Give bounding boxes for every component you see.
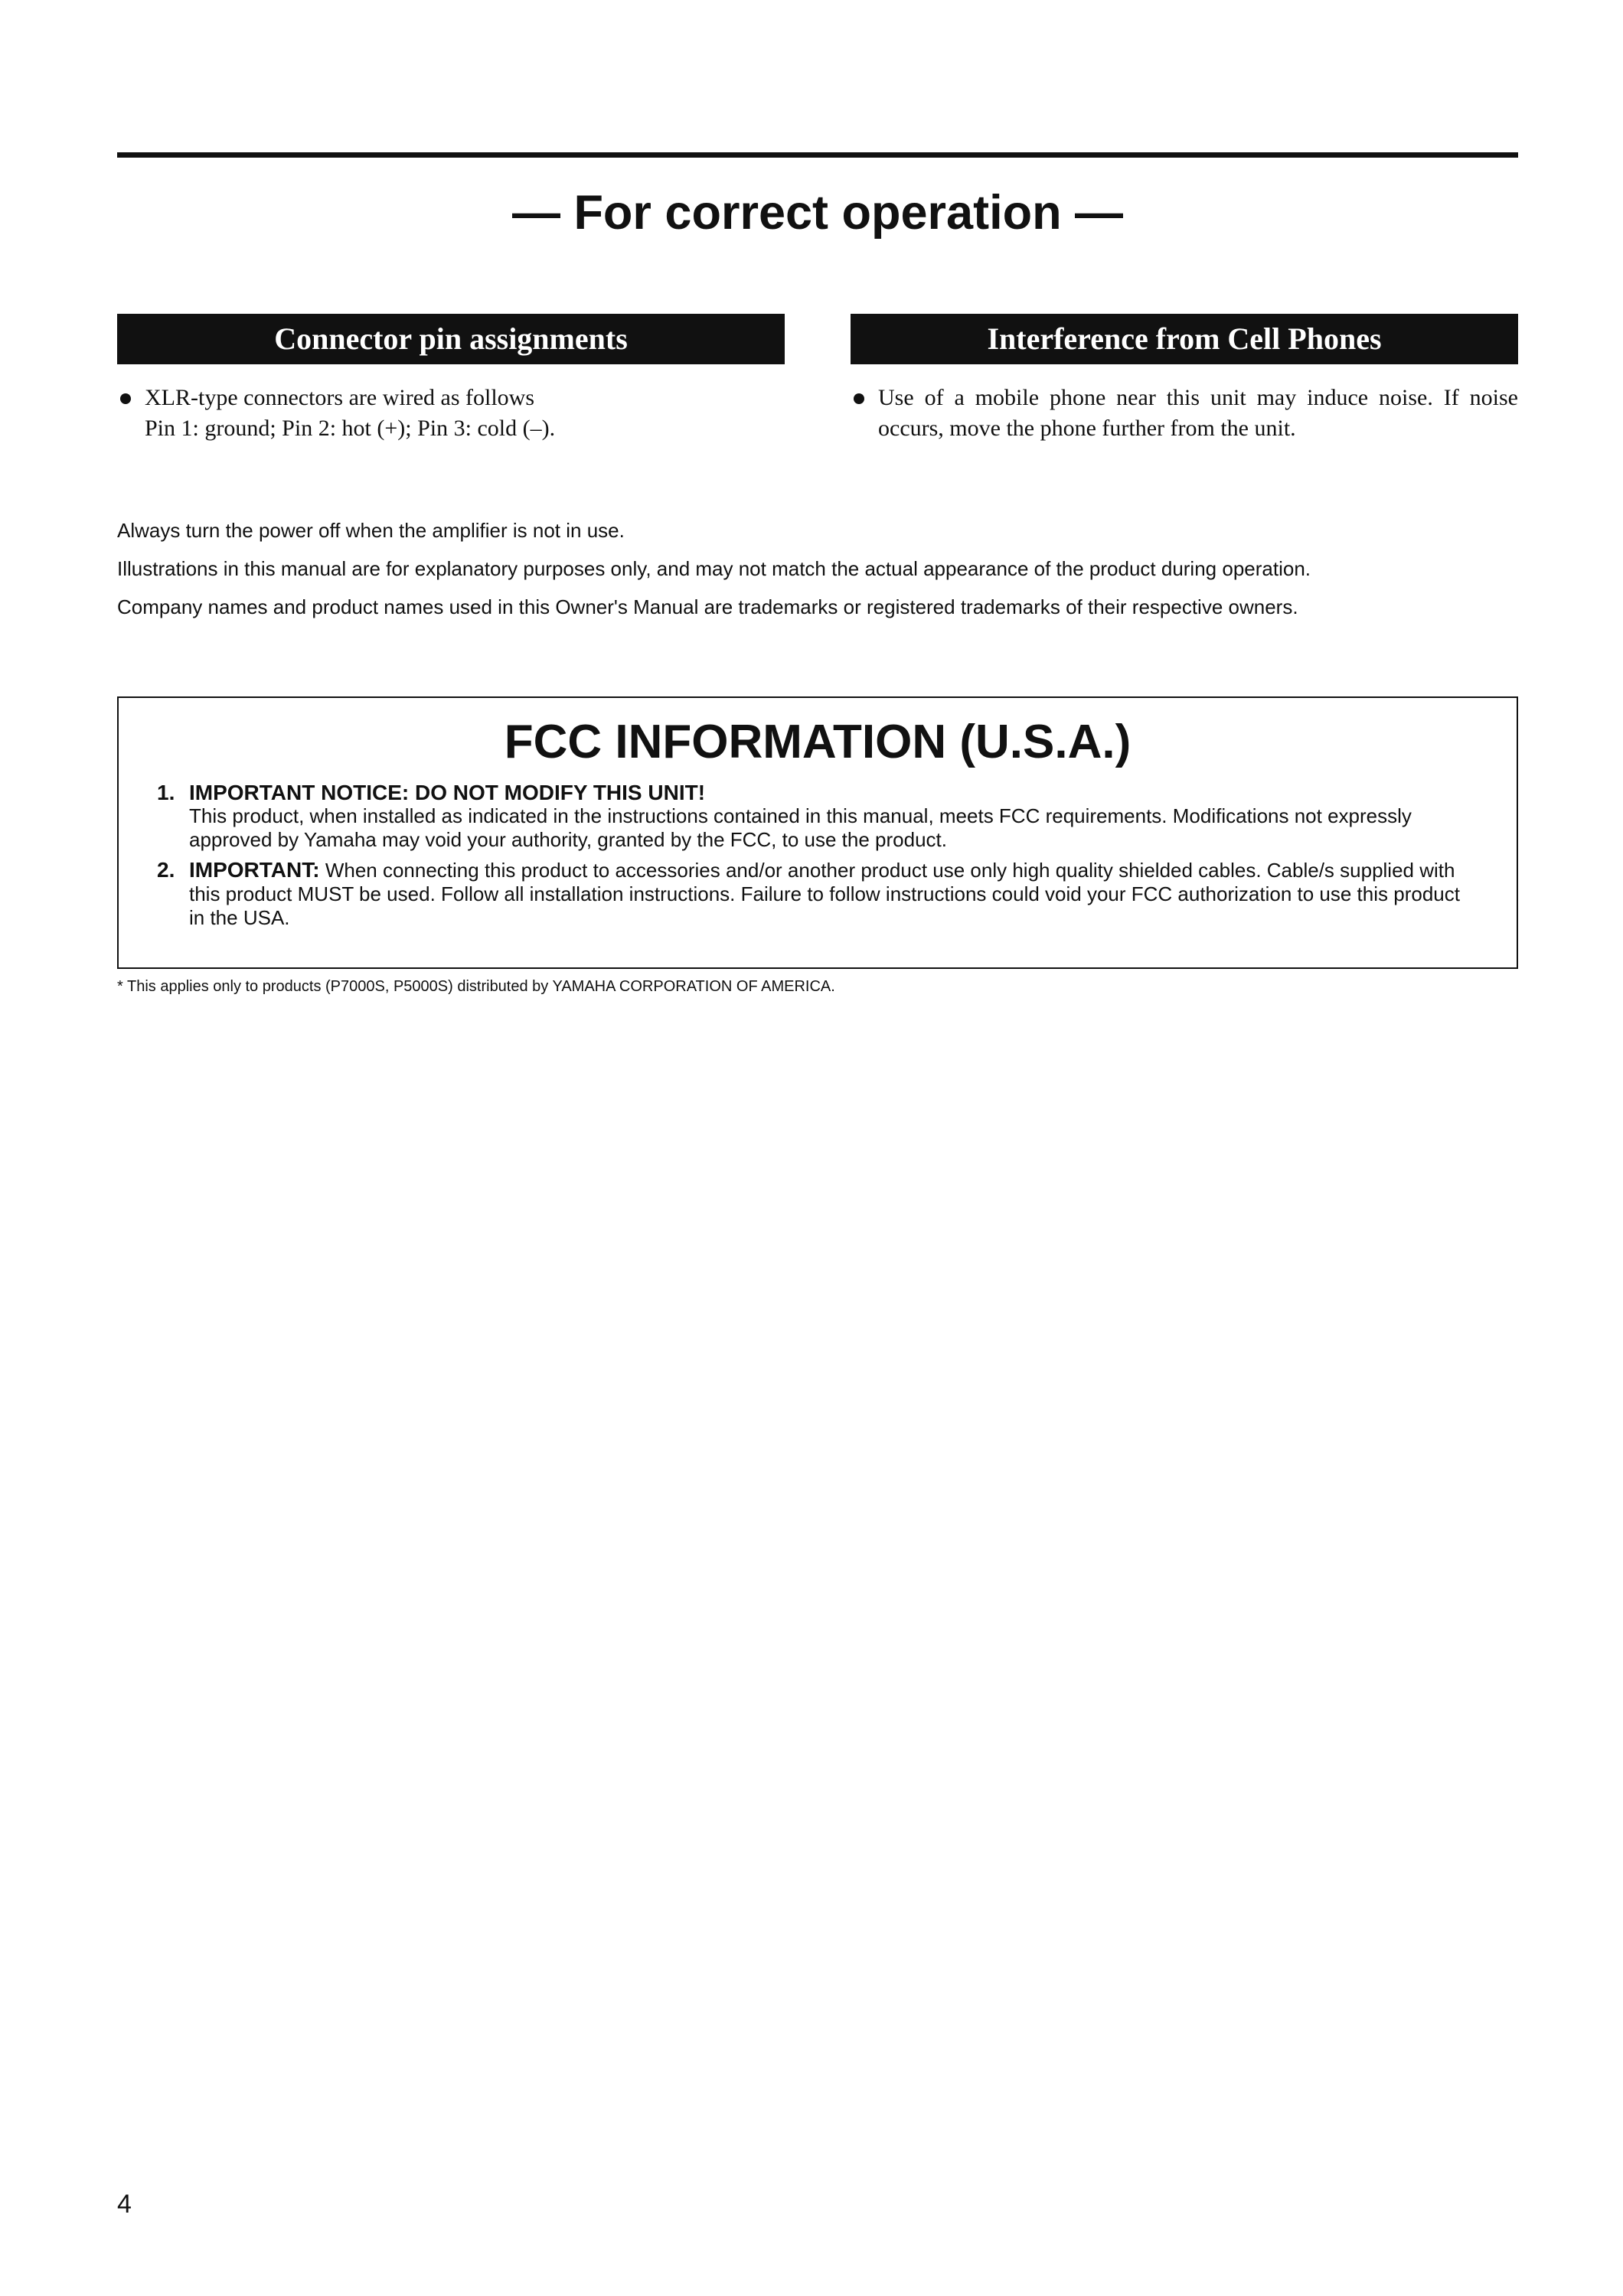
fcc-item-2: [157, 858, 1474, 930]
fcc-information-box: [117, 696, 1518, 969]
interference-text: Use of a mobile phone near this unit may induce noise. If noise occurs, move the phone further from the unit.: [878, 385, 1518, 441]
connector-line-2: Pin 1: ground; Pin 2: hot (+); Pin 3: cold (–).: [145, 416, 556, 441]
fcc-item-heading: IMPORTANT NOTICE: DO NOT MODIFY THIS UNIT!: [189, 781, 706, 804]
general-notes: [117, 519, 1518, 634]
bullet-icon: [854, 393, 864, 404]
connector-section: [117, 314, 785, 444]
fcc-list: [157, 781, 1474, 936]
page-title: — For correct operation —: [511, 186, 1124, 240]
note-power-off: Always turn the power off when the amplifier is not in use.: [117, 519, 625, 542]
fcc-item-body: This product, when installed as indicated in the instructions contained in this manual, meets FCC requirements. Modifications not expressly approved by Yamaha may void your authority, granted by the FCC, to use the product.: [189, 804, 1412, 851]
connector-bullet: [117, 383, 785, 444]
fcc-item-number: 2.: [157, 858, 175, 882]
fcc-item-1: [157, 781, 1474, 852]
bullet-icon: [120, 393, 131, 404]
note-trademarks: Company names and product names used in this Owner's Manual are trademarks or registered trademarks of their respective owners.: [117, 595, 1298, 618]
interference-section: [851, 314, 1518, 444]
fcc-title: FCC INFORMATION (U.S.A.): [504, 716, 1132, 768]
connector-section-title: Connector pin assignments: [117, 314, 785, 364]
fcc-item-heading: IMPORTANT:: [189, 858, 320, 882]
fcc-item-body: When connecting this product to accessories and/or another product use only high quality shielded cables. Cable/s supplied with this product MUST be used. Follow all installation instructions. Failure to follow instructions could void your FCC authorization to use this product in the USA.: [189, 859, 1460, 929]
footnote: * This applies only to products (P7000S, P5000S) distributed by YAMAHA CORPORATION OF AMERICA.: [117, 978, 835, 995]
top-rule: [117, 152, 1518, 158]
interference-bullet: [851, 383, 1518, 444]
interference-section-title: Interference from Cell Phones: [851, 314, 1518, 364]
fcc-item-number: 1.: [157, 781, 175, 804]
page-number: 4: [117, 2190, 132, 2219]
connector-line-1: XLR-type connectors are wired as follows: [145, 385, 535, 410]
note-illustrations: Illustrations in this manual are for explanatory purposes only, and may not match the actual appearance of the product during operation.: [117, 557, 1311, 580]
